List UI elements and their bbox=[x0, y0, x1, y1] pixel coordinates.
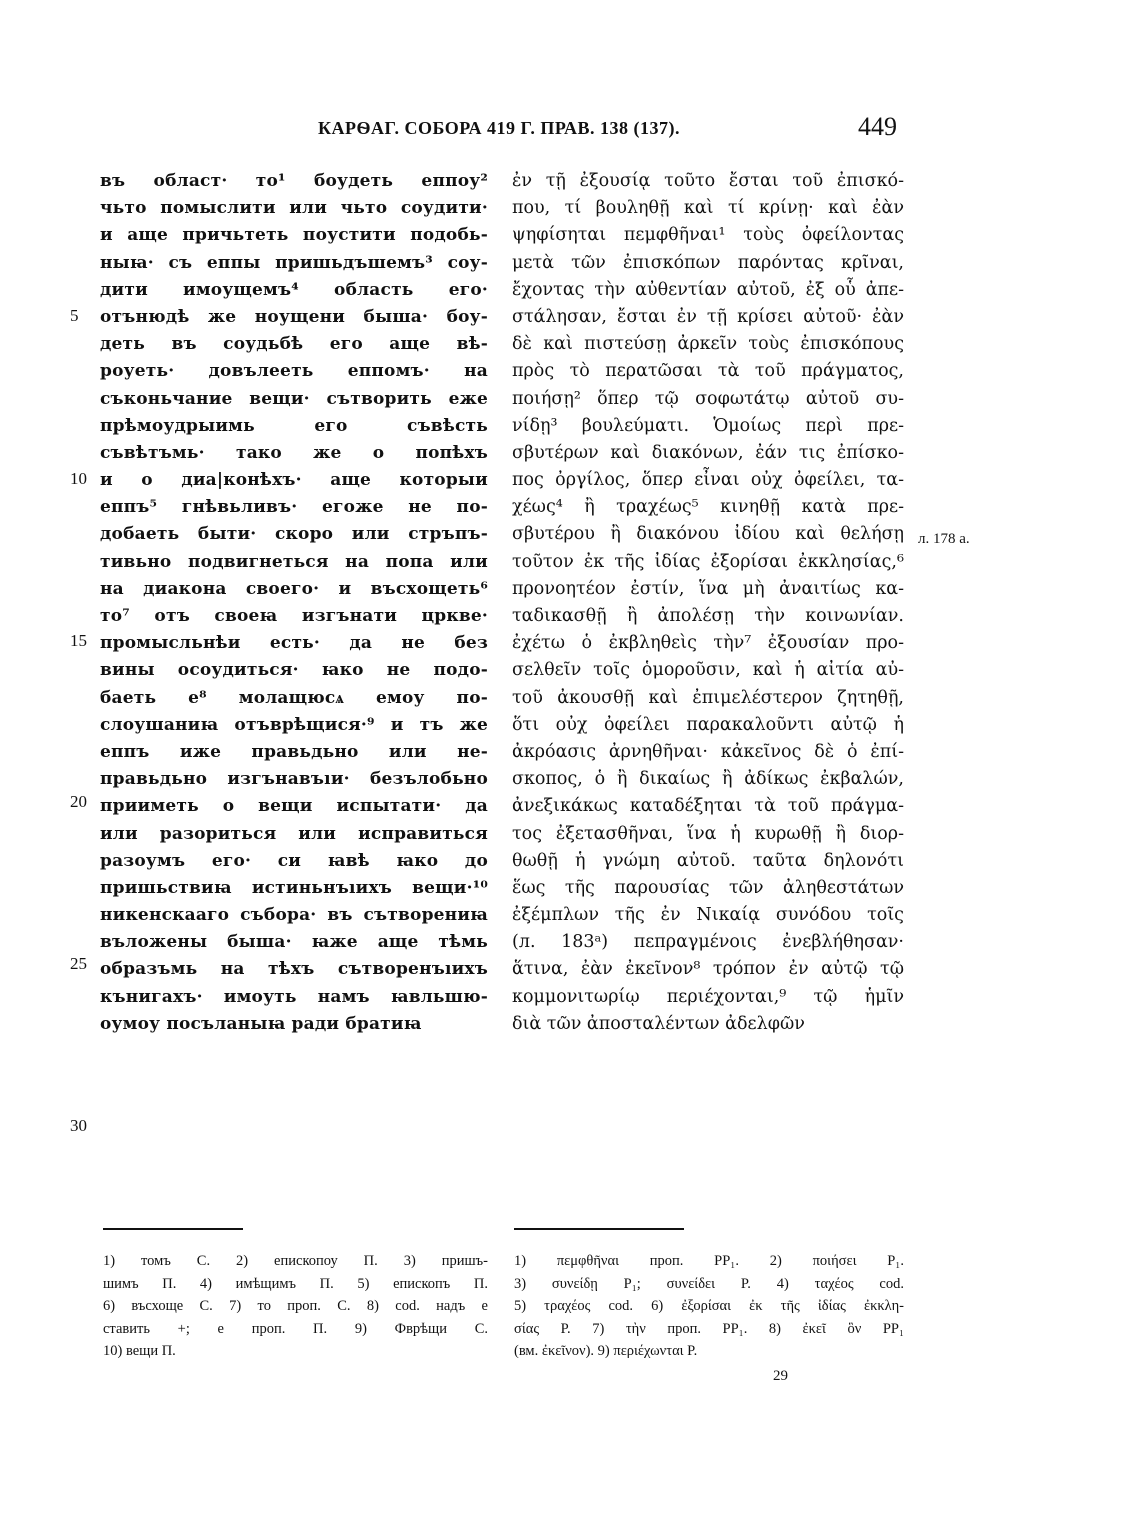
slavonic-text-line: тивьно подвигнеться на попа или bbox=[100, 551, 488, 572]
slavonic-text-line: пришьствиꙗ истиньнъıихъ вещи·¹⁰ bbox=[100, 877, 488, 898]
greek-text-line: ἕως τῆς παρουσίας τῶν ἀληθεστάτων bbox=[512, 877, 904, 898]
line-number: 20 bbox=[70, 792, 87, 811]
line-number: 30 bbox=[70, 1116, 87, 1135]
greek-text-line: (л. 183ᵃ) πεπραγμένοις ἐνεβλήθησαν· bbox=[512, 932, 904, 953]
footnote-line: 1) томъ С. 2) епископоу П. 3) пришъ- bbox=[103, 1253, 488, 1269]
greek-text-line: ἐχέτω ὁ ἐκβληθεὶς τὴν⁷ ἐξουσίαν προ- bbox=[512, 633, 904, 654]
slavonic-text-line: прѣмоудрыимь его съвѣсть bbox=[100, 415, 488, 436]
greek-text-line: θωθῇ ἡ γνώμη αὐτοῦ. ταῦτα δηλονότι bbox=[512, 850, 904, 871]
greek-text-line: ἐν τῇ ἐξουσίᾳ τοῦτο ἔσται τοῦ ἐπισκό- bbox=[512, 171, 904, 191]
slavonic-text-line: и о диа|конѣхъ· аще которыи bbox=[100, 470, 488, 491]
greek-text-line: ἀκρόασις ἀρνηθῆναι· κἀκεῖνος δὲ ὁ ἐπί- bbox=[512, 741, 904, 762]
slavonic-text-line: еппъ⁵ гнѣвьливъ· егоже не по- bbox=[100, 497, 488, 518]
greek-column bbox=[512, 168, 904, 1038]
slavonic-text-line: промысльнѣи есть· да не без bbox=[100, 633, 488, 654]
slavonic-text-line: дити имоущемъ⁴ область его· bbox=[100, 279, 488, 300]
slavonic-text-line: образъмь на тѣхъ сътворенъıихъ bbox=[100, 959, 488, 980]
footnote-line: ставить +; е проп. П. 9) Фврѣщи С. bbox=[103, 1320, 488, 1337]
greek-text-line: ἔχοντας τὴν αὐθεντίαν αὐτοῦ, ἐξ οὗ ἀπε- bbox=[512, 279, 904, 300]
slavonic-text-line: слоушаниꙗ отъврѣщися·⁹ и тъ же bbox=[100, 714, 488, 735]
slavonic-text-line: вины осоудиться· ꙗко не подо- bbox=[100, 660, 488, 681]
slavonic-text-line: съконьчание вещи· сътворить еже bbox=[100, 388, 488, 409]
slavonic-text-line: и аще причьтеть поустити подобь- bbox=[100, 225, 488, 246]
slavonic-text-line: или разориться или исправиться bbox=[100, 823, 488, 844]
slavonic-text-line: прииметь о вещи испытати· да bbox=[100, 796, 488, 817]
greek-text-line: κομμονιτωρίῳ περιέχονται,⁹ τῷ ἡμῖν bbox=[512, 986, 904, 1007]
greek-text-line: νίδῃ³ βουλεύματι. Ὁμοίως περὶ πρε- bbox=[512, 415, 904, 436]
footnote-line: 1) πεμφθῆναι проп. PP₁. 2) ποιήσει P₁. bbox=[514, 1253, 904, 1269]
greek-text-line: στάλησαν, ἔσται ἐν τῇ κρίσει αὐτοῦ· ἐὰν bbox=[512, 306, 904, 327]
footnote-divider-left bbox=[103, 1228, 243, 1230]
signature-mark: 29 bbox=[773, 1368, 788, 1384]
footnote-line: шимъ П. 4) имѣщимъ П. 5) епископъ П. bbox=[103, 1275, 488, 1292]
greek-text-line: ταδικασθῇ ἢ ἀπολέσῃ τὴν κοινωνίαν. bbox=[512, 606, 904, 626]
greek-text-line: ἅτινα, ἐὰν ἐκεῖνον⁸ τρόπον ἐν αὐτῷ τῷ bbox=[512, 959, 904, 980]
footnote-line: 6) въсхоще С. 7) то проп. С. 8) cod. надъ е bbox=[103, 1298, 488, 1314]
slavonic-text-line: ныꙗ· съ еппы пришьдъшемъ³ соу- bbox=[100, 252, 488, 273]
footnotes-right bbox=[514, 1250, 904, 1363]
footnote-line: (вм. ἐκεῖνον). 9) περιέχωνται P. bbox=[514, 1343, 698, 1359]
slavonic-column bbox=[100, 168, 488, 1038]
footnote-line: 10) вещи П. bbox=[103, 1343, 176, 1359]
greek-text-line: ἐξέμπλων τῆς ἐν Νικαίᾳ συνόδου τοῖς bbox=[512, 905, 904, 926]
greek-text-line: τοῦτον ἐκ τῆς ἰδίας ἐξορίσαι ἐκκλησίας,⁶ bbox=[512, 551, 904, 572]
greek-text-line: σελθεῖν τοῖς ὁμοροῦσιν, καὶ ἡ αἰτία αὐ- bbox=[512, 660, 904, 681]
greek-text-line: πος ὀργίλος, ὅπερ εἶναι οὐχ ὀφείλει, τα- bbox=[512, 470, 904, 491]
slavonic-text-line: никенскааго събора· въ сътворениꙗ bbox=[100, 905, 488, 926]
slavonic-text-line: разоумъ его· си ꙗвѣ ꙗко до bbox=[100, 850, 488, 871]
greek-text-line: τοῦ ἀκουσθῇ καὶ ἐπιμελέστερον ζητηθῇ, bbox=[512, 687, 904, 708]
slavonic-text-line: чьто помыслити или чьто соудити· bbox=[100, 198, 488, 219]
margin-folio-note: л. 178 а. bbox=[918, 531, 970, 547]
page-header bbox=[0, 112, 1140, 142]
greek-text-line: ἀνεξικάκως καταδέξηται τὰ τοῦ πράγμα- bbox=[512, 796, 904, 817]
slavonic-text-line: въложены быша· ꙗже аще тѣмь bbox=[100, 932, 488, 953]
greek-text-line: μετὰ τῶν ἐπισκόπων παρόντας κρῖναι, bbox=[512, 252, 904, 273]
slavonic-text-line: деть въ соудьбѣ его аще вѣ- bbox=[100, 334, 488, 355]
slavonic-text-line: отънюдѣ же ноущени быша· боу- bbox=[100, 306, 488, 327]
slavonic-text-line: на диакона своего· и въсхощеть⁶ bbox=[100, 578, 488, 599]
greek-text-line: ψηφίσηται πεμφθῆναι¹ τοὺς ὀφείλοντας bbox=[512, 225, 904, 246]
slavonic-text-line: съвѣтъмь· тако же о попѣхъ bbox=[100, 442, 488, 463]
greek-text-line: τος ἐξετασθῆναι, ἵνα ἡ κυρωθῇ ἢ διορ- bbox=[512, 823, 904, 844]
line-number: 5 bbox=[70, 306, 79, 325]
slavonic-text-line: правьдьно изгънавъıи· безълобьно bbox=[100, 769, 488, 790]
slavonic-text-line: баеть е⁸ молащюсѧ емоу по- bbox=[100, 687, 488, 708]
line-number: 10 bbox=[70, 469, 87, 488]
footnote-line: 3) συνείδῃ P₁; συνείδει P. 4) ταχέος cod. bbox=[514, 1275, 904, 1292]
greek-text-line: ὅτι οὐχ ὀφείλει παρακαλοῦντι αὐτῷ ἡ bbox=[512, 714, 904, 735]
line-number: 25 bbox=[70, 954, 87, 973]
slavonic-text-line: еппъ иже правьдьно или не- bbox=[100, 741, 488, 762]
running-title: КАРѲАГ. СОБОРА 419 Г. ПРАВ. 138 (137). bbox=[318, 118, 681, 138]
footnote-line: σίας P. 7) τὴν проп. PP₁. 8) ἐκεῖ ὃν PP₁ bbox=[514, 1320, 904, 1337]
footnote-line: 5) τραχέος cod. 6) ἐξορίσαι ἐκ τῆς ἰδίας ἐκκλη- bbox=[514, 1298, 904, 1314]
slavonic-text-line: то⁷ отъ своеꙗ изгънати црквe· bbox=[100, 606, 488, 626]
greek-text-line: σβυτέρων καὶ διακόνων, ἐάν τις ἐπίσκο- bbox=[512, 442, 904, 463]
greek-text-line: που, τί βουληθῇ καὶ τί κρίνῃ· καὶ ἐὰν bbox=[512, 198, 904, 219]
greek-text-line: δὲ καὶ πιστεύσῃ ἀρκεῖν τοὺς ἐπισκόπους bbox=[512, 334, 904, 355]
slavonic-text-line: въ област· то¹ боудеть еппоу² bbox=[100, 171, 488, 191]
greek-text-line: ποιήσῃ² ὅπερ τῷ σοφωτάτῳ αὐτοῦ συ- bbox=[512, 388, 904, 409]
slavonic-text-line: роуеть· довълееть еппомъ· на bbox=[100, 361, 488, 382]
footnote-divider-right bbox=[514, 1228, 684, 1230]
slavonic-text-line: добаеть быти· скоро или стръпъ- bbox=[100, 524, 488, 545]
greek-text-line: πρὸς τὸ περατῶσαι τὰ τοῦ πράγματος, bbox=[512, 361, 904, 382]
greek-text-line: προνοητέον ἐστίν, ἵνα μὴ ἀναιτίως κα- bbox=[512, 578, 904, 599]
greek-text-line: σβυτέρου ἢ διακόνου ἰδίου καὶ θελήσῃ bbox=[512, 524, 904, 545]
footnotes-left bbox=[103, 1250, 488, 1363]
slavonic-text-line: оумоу посъланыꙗ ради братиꙗ bbox=[100, 1013, 422, 1034]
line-number: 15 bbox=[70, 631, 87, 650]
greek-text-line: σκοπος, ὁ ἢ δικαίως ἢ ἀδίκως ἐκβαλών, bbox=[512, 769, 904, 790]
page-number: 449 bbox=[858, 112, 897, 141]
greek-text-line: διὰ τῶν ἀποσταλέντων ἀδελφῶν bbox=[512, 1013, 805, 1034]
slavonic-text-line: кънигахъ· имоуть намъ ꙗвльшю- bbox=[100, 986, 488, 1007]
greek-text-line: χέως⁴ ἢ τραχέως⁵ κινηθῇ κατὰ πρε- bbox=[512, 497, 904, 518]
